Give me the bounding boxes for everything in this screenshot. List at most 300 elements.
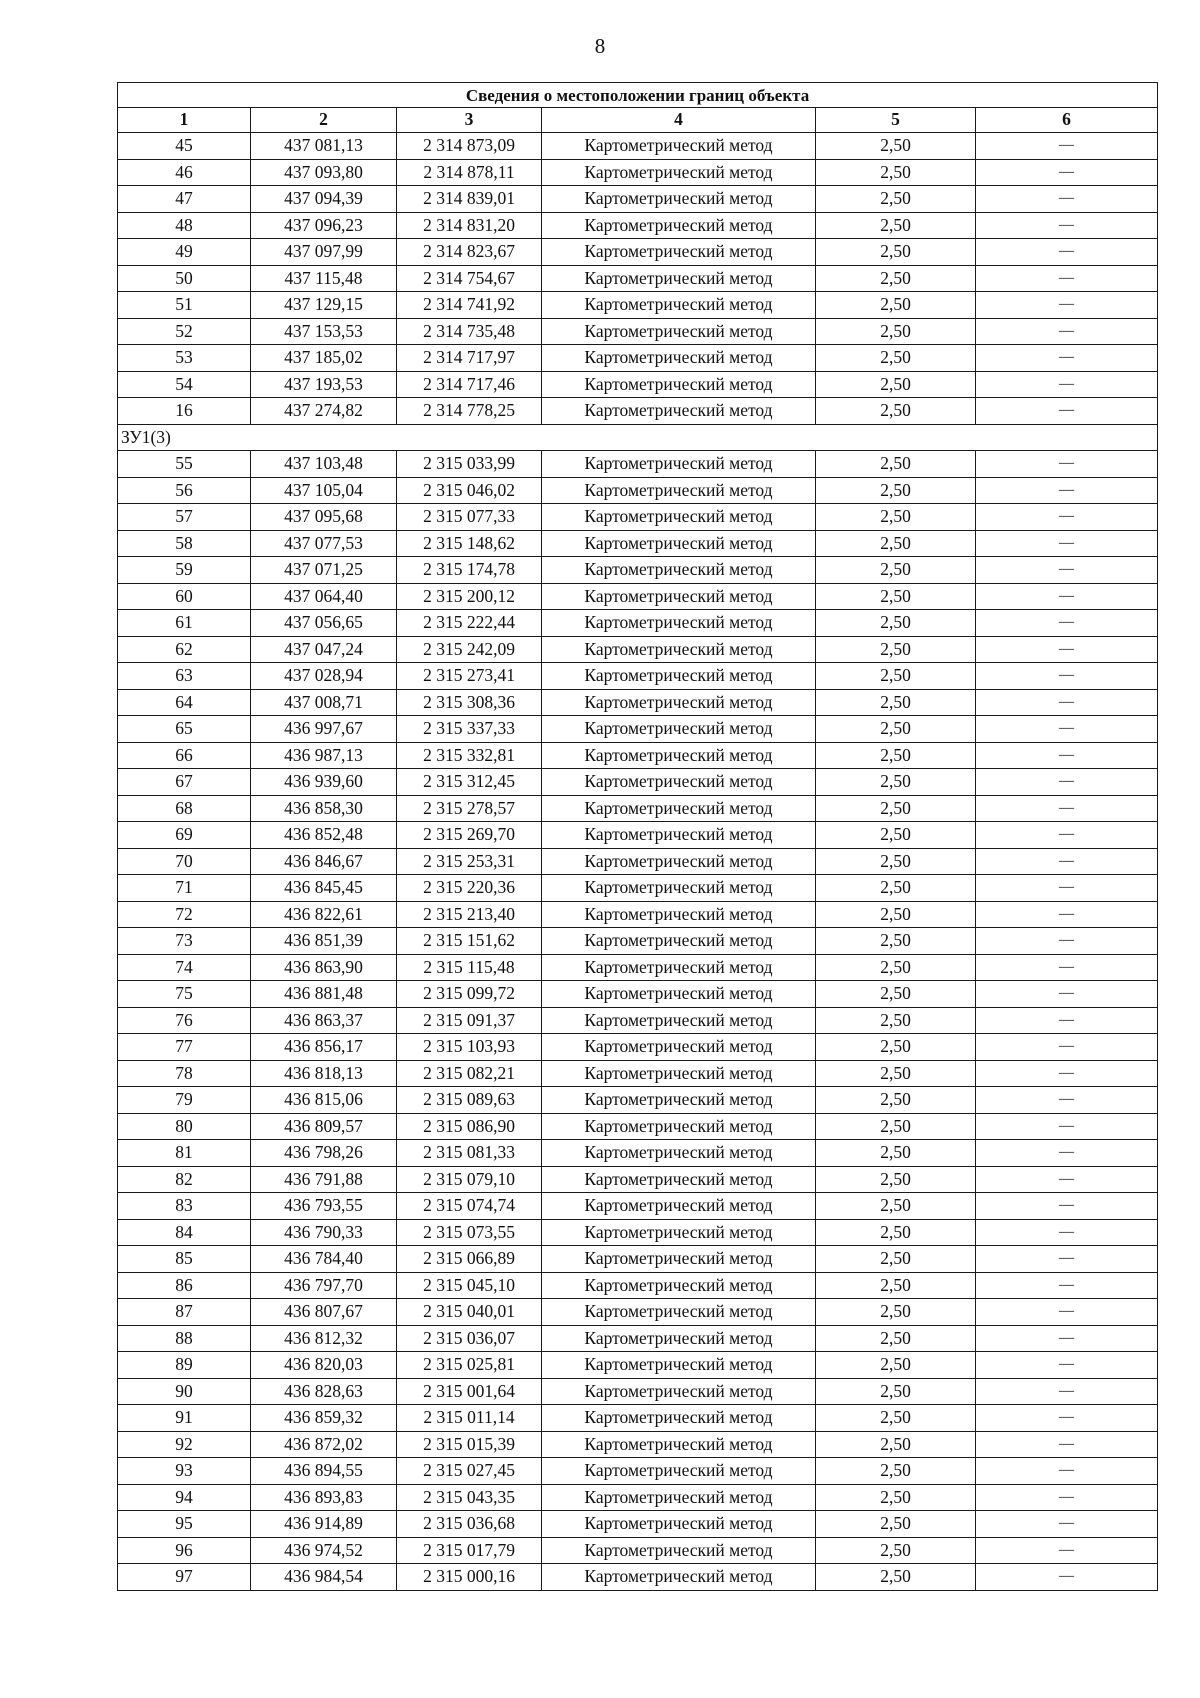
table-row bbox=[118, 742, 1158, 769]
x-coordinate-cell: 437 274,82 bbox=[251, 398, 397, 425]
y-coordinate-cell: 2 314 823,67 bbox=[397, 239, 542, 266]
x-coordinate-cell: 437 093,80 bbox=[251, 159, 397, 186]
description-cell: — bbox=[976, 265, 1158, 292]
y-coordinate-cell: 2 315 033,99 bbox=[397, 451, 542, 478]
x-coordinate-cell: 436 818,13 bbox=[251, 1060, 397, 1087]
y-coordinate-cell: 2 315 027,45 bbox=[397, 1458, 542, 1485]
description-cell: — bbox=[976, 1246, 1158, 1273]
method-cell: Картометрический метод bbox=[542, 1484, 816, 1511]
method-cell: Картометрический метод bbox=[542, 451, 816, 478]
description-cell: — bbox=[976, 848, 1158, 875]
point-number-cell: 80 bbox=[118, 1113, 251, 1140]
point-number-cell: 58 bbox=[118, 530, 251, 557]
accuracy-cell: 2,50 bbox=[816, 636, 976, 663]
accuracy-cell: 2,50 bbox=[816, 1299, 976, 1326]
column-number: 6 bbox=[976, 108, 1158, 133]
accuracy-cell: 2,50 bbox=[816, 981, 976, 1008]
method-cell: Картометрический метод bbox=[542, 716, 816, 743]
y-coordinate-cell: 2 315 079,10 bbox=[397, 1166, 542, 1193]
method-cell: Картометрический метод bbox=[542, 1511, 816, 1538]
y-coordinate-cell: 2 315 337,33 bbox=[397, 716, 542, 743]
method-cell: Картометрический метод bbox=[542, 769, 816, 796]
y-coordinate-cell: 2 315 081,33 bbox=[397, 1140, 542, 1167]
column-number: 1 bbox=[118, 108, 251, 133]
accuracy-cell: 2,50 bbox=[816, 610, 976, 637]
method-cell: Картометрический метод bbox=[542, 1299, 816, 1326]
y-coordinate-cell: 2 315 040,01 bbox=[397, 1299, 542, 1326]
accuracy-cell: 2,50 bbox=[816, 1405, 976, 1432]
accuracy-cell: 2,50 bbox=[816, 212, 976, 239]
description-cell: — bbox=[976, 1352, 1158, 1379]
point-number-cell: 83 bbox=[118, 1193, 251, 1220]
method-cell: Картометрический метод bbox=[542, 848, 816, 875]
y-coordinate-cell: 2 314 717,97 bbox=[397, 345, 542, 372]
accuracy-cell: 2,50 bbox=[816, 133, 976, 160]
description-cell: — bbox=[976, 716, 1158, 743]
description-cell: — bbox=[976, 1564, 1158, 1591]
description-cell: — bbox=[976, 769, 1158, 796]
description-cell: — bbox=[976, 610, 1158, 637]
y-coordinate-cell: 2 315 151,62 bbox=[397, 928, 542, 955]
x-coordinate-cell: 437 094,39 bbox=[251, 186, 397, 213]
description-cell: — bbox=[976, 1113, 1158, 1140]
y-coordinate-cell: 2 315 242,09 bbox=[397, 636, 542, 663]
point-number-cell: 78 bbox=[118, 1060, 251, 1087]
accuracy-cell: 2,50 bbox=[816, 1060, 976, 1087]
table-row bbox=[118, 1458, 1158, 1485]
table-row bbox=[118, 769, 1158, 796]
accuracy-cell: 2,50 bbox=[816, 1484, 976, 1511]
accuracy-cell: 2,50 bbox=[816, 292, 976, 319]
table-row bbox=[118, 716, 1158, 743]
accuracy-cell: 2,50 bbox=[816, 1140, 976, 1167]
x-coordinate-cell: 436 793,55 bbox=[251, 1193, 397, 1220]
table-row bbox=[118, 954, 1158, 981]
method-cell: Картометрический метод bbox=[542, 901, 816, 928]
table-row bbox=[118, 928, 1158, 955]
table-row bbox=[118, 1352, 1158, 1379]
table-row bbox=[118, 451, 1158, 478]
point-number-cell: 94 bbox=[118, 1484, 251, 1511]
y-coordinate-cell: 2 314 873,09 bbox=[397, 133, 542, 160]
method-cell: Картометрический метод bbox=[542, 1325, 816, 1352]
point-number-cell: 91 bbox=[118, 1405, 251, 1432]
accuracy-cell: 2,50 bbox=[816, 1007, 976, 1034]
method-cell: Картометрический метод bbox=[542, 345, 816, 372]
description-cell: — bbox=[976, 795, 1158, 822]
table-row bbox=[118, 133, 1158, 160]
method-cell: Картометрический метод bbox=[542, 1087, 816, 1114]
point-number-cell: 49 bbox=[118, 239, 251, 266]
point-number-cell: 48 bbox=[118, 212, 251, 239]
method-cell: Картометрический метод bbox=[542, 318, 816, 345]
table-row bbox=[118, 875, 1158, 902]
table-row bbox=[118, 1060, 1158, 1087]
method-cell: Картометрический метод bbox=[542, 212, 816, 239]
point-number-cell: 75 bbox=[118, 981, 251, 1008]
table-row bbox=[118, 1246, 1158, 1273]
table-row bbox=[118, 663, 1158, 690]
y-coordinate-cell: 2 315 174,78 bbox=[397, 557, 542, 584]
table-row bbox=[118, 345, 1158, 372]
y-coordinate-cell: 2 315 332,81 bbox=[397, 742, 542, 769]
description-cell: — bbox=[976, 451, 1158, 478]
y-coordinate-cell: 2 315 213,40 bbox=[397, 901, 542, 928]
description-cell: — bbox=[976, 1431, 1158, 1458]
accuracy-cell: 2,50 bbox=[816, 318, 976, 345]
x-coordinate-cell: 436 791,88 bbox=[251, 1166, 397, 1193]
accuracy-cell: 2,50 bbox=[816, 504, 976, 531]
table-row bbox=[118, 186, 1158, 213]
description-cell: — bbox=[976, 1272, 1158, 1299]
point-number-cell: 45 bbox=[118, 133, 251, 160]
point-number-cell: 82 bbox=[118, 1166, 251, 1193]
x-coordinate-cell: 436 914,89 bbox=[251, 1511, 397, 1538]
x-coordinate-cell: 437 071,25 bbox=[251, 557, 397, 584]
x-coordinate-cell: 437 185,02 bbox=[251, 345, 397, 372]
point-number-cell: 95 bbox=[118, 1511, 251, 1538]
method-cell: Картометрический метод bbox=[542, 239, 816, 266]
x-coordinate-cell: 436 820,03 bbox=[251, 1352, 397, 1379]
table-title: Сведения о местоположении границ объекта bbox=[118, 83, 1158, 108]
section-label: ЗУ1(3) bbox=[118, 424, 1158, 451]
table-row bbox=[118, 981, 1158, 1008]
method-cell: Картометрический метод bbox=[542, 1193, 816, 1220]
description-cell: — bbox=[976, 133, 1158, 160]
y-coordinate-cell: 2 315 066,89 bbox=[397, 1246, 542, 1273]
table-row bbox=[118, 1166, 1158, 1193]
accuracy-cell: 2,50 bbox=[816, 663, 976, 690]
point-number-cell: 88 bbox=[118, 1325, 251, 1352]
accuracy-cell: 2,50 bbox=[816, 583, 976, 610]
y-coordinate-cell: 2 315 220,36 bbox=[397, 875, 542, 902]
y-coordinate-cell: 2 315 043,35 bbox=[397, 1484, 542, 1511]
x-coordinate-cell: 437 028,94 bbox=[251, 663, 397, 690]
description-cell: — bbox=[976, 1484, 1158, 1511]
column-number: 4 bbox=[542, 108, 816, 133]
table-row bbox=[118, 1193, 1158, 1220]
accuracy-cell: 2,50 bbox=[816, 186, 976, 213]
y-coordinate-cell: 2 315 045,10 bbox=[397, 1272, 542, 1299]
y-coordinate-cell: 2 315 073,55 bbox=[397, 1219, 542, 1246]
point-number-cell: 81 bbox=[118, 1140, 251, 1167]
description-cell: — bbox=[976, 1458, 1158, 1485]
x-coordinate-cell: 436 974,52 bbox=[251, 1537, 397, 1564]
y-coordinate-cell: 2 314 878,11 bbox=[397, 159, 542, 186]
point-number-cell: 46 bbox=[118, 159, 251, 186]
x-coordinate-cell: 436 863,37 bbox=[251, 1007, 397, 1034]
accuracy-cell: 2,50 bbox=[816, 795, 976, 822]
point-number-cell: 61 bbox=[118, 610, 251, 637]
y-coordinate-cell: 2 315 036,68 bbox=[397, 1511, 542, 1538]
point-number-cell: 55 bbox=[118, 451, 251, 478]
accuracy-cell: 2,50 bbox=[816, 265, 976, 292]
y-coordinate-cell: 2 315 269,70 bbox=[397, 822, 542, 849]
y-coordinate-cell: 2 315 001,64 bbox=[397, 1378, 542, 1405]
description-cell: — bbox=[976, 345, 1158, 372]
table-row bbox=[118, 504, 1158, 531]
x-coordinate-cell: 436 997,67 bbox=[251, 716, 397, 743]
description-cell: — bbox=[976, 1060, 1158, 1087]
table-row bbox=[118, 212, 1158, 239]
accuracy-cell: 2,50 bbox=[816, 742, 976, 769]
method-cell: Картометрический метод bbox=[542, 159, 816, 186]
description-cell: — bbox=[976, 292, 1158, 319]
description-cell: — bbox=[976, 1405, 1158, 1432]
y-coordinate-cell: 2 315 200,12 bbox=[397, 583, 542, 610]
point-number-cell: 57 bbox=[118, 504, 251, 531]
method-cell: Картометрический метод bbox=[542, 1272, 816, 1299]
method-cell: Картометрический метод bbox=[542, 1113, 816, 1140]
y-coordinate-cell: 2 315 253,31 bbox=[397, 848, 542, 875]
accuracy-cell: 2,50 bbox=[816, 530, 976, 557]
accuracy-cell: 2,50 bbox=[816, 239, 976, 266]
x-coordinate-cell: 436 807,67 bbox=[251, 1299, 397, 1326]
y-coordinate-cell: 2 315 082,21 bbox=[397, 1060, 542, 1087]
y-coordinate-cell: 2 315 017,79 bbox=[397, 1537, 542, 1564]
method-cell: Картометрический метод bbox=[542, 981, 816, 1008]
accuracy-cell: 2,50 bbox=[816, 875, 976, 902]
point-number-cell: 93 bbox=[118, 1458, 251, 1485]
description-cell: — bbox=[976, 1007, 1158, 1034]
x-coordinate-cell: 436 798,26 bbox=[251, 1140, 397, 1167]
y-coordinate-cell: 2 315 278,57 bbox=[397, 795, 542, 822]
method-cell: Картометрический метод bbox=[542, 1564, 816, 1591]
y-coordinate-cell: 2 315 273,41 bbox=[397, 663, 542, 690]
point-number-cell: 16 bbox=[118, 398, 251, 425]
description-cell: — bbox=[976, 928, 1158, 955]
method-cell: Картометрический метод bbox=[542, 1166, 816, 1193]
method-cell: Картометрический метод bbox=[542, 1034, 816, 1061]
table-row bbox=[118, 1219, 1158, 1246]
accuracy-cell: 2,50 bbox=[816, 1087, 976, 1114]
description-cell: — bbox=[976, 1140, 1158, 1167]
point-number-cell: 76 bbox=[118, 1007, 251, 1034]
description-cell: — bbox=[976, 636, 1158, 663]
description-cell: — bbox=[976, 186, 1158, 213]
x-coordinate-cell: 437 115,48 bbox=[251, 265, 397, 292]
table-row bbox=[118, 292, 1158, 319]
y-coordinate-cell: 2 315 025,81 bbox=[397, 1352, 542, 1379]
point-number-cell: 52 bbox=[118, 318, 251, 345]
table-row bbox=[118, 1113, 1158, 1140]
table-row bbox=[118, 901, 1158, 928]
method-cell: Картометрический метод bbox=[542, 265, 816, 292]
accuracy-cell: 2,50 bbox=[816, 1272, 976, 1299]
accuracy-cell: 2,50 bbox=[816, 928, 976, 955]
x-coordinate-cell: 436 987,13 bbox=[251, 742, 397, 769]
method-cell: Картометрический метод bbox=[542, 1246, 816, 1273]
point-number-cell: 54 bbox=[118, 371, 251, 398]
x-coordinate-cell: 437 105,04 bbox=[251, 477, 397, 504]
accuracy-cell: 2,50 bbox=[816, 822, 976, 849]
table-row bbox=[118, 1007, 1158, 1034]
method-cell: Картометрический метод bbox=[542, 875, 816, 902]
point-number-cell: 65 bbox=[118, 716, 251, 743]
y-coordinate-cell: 2 315 089,63 bbox=[397, 1087, 542, 1114]
x-coordinate-cell: 437 064,40 bbox=[251, 583, 397, 610]
description-cell: — bbox=[976, 1166, 1158, 1193]
x-coordinate-cell: 436 881,48 bbox=[251, 981, 397, 1008]
method-cell: Картометрический метод bbox=[542, 742, 816, 769]
y-coordinate-cell: 2 315 046,02 bbox=[397, 477, 542, 504]
accuracy-cell: 2,50 bbox=[816, 371, 976, 398]
description-cell: — bbox=[976, 875, 1158, 902]
x-coordinate-cell: 437 097,99 bbox=[251, 239, 397, 266]
method-cell: Картометрический метод bbox=[542, 1458, 816, 1485]
method-cell: Картометрический метод bbox=[542, 1219, 816, 1246]
method-cell: Картометрический метод bbox=[542, 1140, 816, 1167]
description-cell: — bbox=[976, 822, 1158, 849]
y-coordinate-cell: 2 315 011,14 bbox=[397, 1405, 542, 1432]
description-cell: — bbox=[976, 689, 1158, 716]
description-cell: — bbox=[976, 318, 1158, 345]
x-coordinate-cell: 437 095,68 bbox=[251, 504, 397, 531]
description-cell: — bbox=[976, 1219, 1158, 1246]
table-row bbox=[118, 530, 1158, 557]
y-coordinate-cell: 2 315 077,33 bbox=[397, 504, 542, 531]
accuracy-cell: 2,50 bbox=[816, 1431, 976, 1458]
point-number-cell: 66 bbox=[118, 742, 251, 769]
x-coordinate-cell: 436 852,48 bbox=[251, 822, 397, 849]
accuracy-cell: 2,50 bbox=[816, 1034, 976, 1061]
description-cell: — bbox=[976, 1087, 1158, 1114]
method-cell: Картометрический метод bbox=[542, 689, 816, 716]
y-coordinate-cell: 2 314 741,92 bbox=[397, 292, 542, 319]
page-number: 8 bbox=[594, 34, 606, 58]
x-coordinate-cell: 437 153,53 bbox=[251, 318, 397, 345]
accuracy-cell: 2,50 bbox=[816, 557, 976, 584]
method-cell: Картометрический метод bbox=[542, 477, 816, 504]
accuracy-cell: 2,50 bbox=[816, 1113, 976, 1140]
y-coordinate-cell: 2 314 735,48 bbox=[397, 318, 542, 345]
table-row bbox=[118, 1378, 1158, 1405]
point-number-cell: 53 bbox=[118, 345, 251, 372]
point-number-cell: 72 bbox=[118, 901, 251, 928]
point-number-cell: 67 bbox=[118, 769, 251, 796]
y-coordinate-cell: 2 315 308,36 bbox=[397, 689, 542, 716]
column-number: 3 bbox=[397, 108, 542, 133]
point-number-cell: 69 bbox=[118, 822, 251, 849]
x-coordinate-cell: 436 822,61 bbox=[251, 901, 397, 928]
y-coordinate-cell: 2 315 036,07 bbox=[397, 1325, 542, 1352]
description-cell: — bbox=[976, 239, 1158, 266]
table-row bbox=[118, 265, 1158, 292]
description-cell: — bbox=[976, 1537, 1158, 1564]
point-number-cell: 77 bbox=[118, 1034, 251, 1061]
x-coordinate-cell: 436 893,83 bbox=[251, 1484, 397, 1511]
accuracy-cell: 2,50 bbox=[816, 1537, 976, 1564]
point-number-cell: 60 bbox=[118, 583, 251, 610]
accuracy-cell: 2,50 bbox=[816, 398, 976, 425]
table-row bbox=[118, 239, 1158, 266]
description-cell: — bbox=[976, 1511, 1158, 1538]
table-row bbox=[118, 398, 1158, 425]
method-cell: Картометрический метод bbox=[542, 822, 816, 849]
method-cell: Картометрический метод bbox=[542, 1405, 816, 1432]
table-row bbox=[118, 1537, 1158, 1564]
x-coordinate-cell: 436 812,32 bbox=[251, 1325, 397, 1352]
accuracy-cell: 2,50 bbox=[816, 901, 976, 928]
method-cell: Картометрический метод bbox=[542, 1431, 816, 1458]
table-body bbox=[118, 83, 1158, 1591]
method-cell: Картометрический метод bbox=[542, 610, 816, 637]
x-coordinate-cell: 437 008,71 bbox=[251, 689, 397, 716]
method-cell: Картометрический метод bbox=[542, 557, 816, 584]
y-coordinate-cell: 2 315 099,72 bbox=[397, 981, 542, 1008]
point-number-cell: 63 bbox=[118, 663, 251, 690]
x-coordinate-cell: 436 856,17 bbox=[251, 1034, 397, 1061]
description-cell: — bbox=[976, 1034, 1158, 1061]
x-coordinate-cell: 436 809,57 bbox=[251, 1113, 397, 1140]
description-cell: — bbox=[976, 557, 1158, 584]
method-cell: Картометрический метод bbox=[542, 954, 816, 981]
table-row bbox=[118, 159, 1158, 186]
table-row bbox=[118, 318, 1158, 345]
y-coordinate-cell: 2 314 839,01 bbox=[397, 186, 542, 213]
accuracy-cell: 2,50 bbox=[816, 954, 976, 981]
description-cell: — bbox=[976, 954, 1158, 981]
accuracy-cell: 2,50 bbox=[816, 1564, 976, 1591]
column-number-row bbox=[118, 108, 1158, 133]
table-row bbox=[118, 1564, 1158, 1591]
accuracy-cell: 2,50 bbox=[816, 451, 976, 478]
table-row bbox=[118, 1405, 1158, 1432]
table-row bbox=[118, 1325, 1158, 1352]
table-row bbox=[118, 1034, 1158, 1061]
accuracy-cell: 2,50 bbox=[816, 1458, 976, 1485]
point-number-cell: 50 bbox=[118, 265, 251, 292]
description-cell: — bbox=[976, 1299, 1158, 1326]
column-number: 5 bbox=[816, 108, 976, 133]
point-number-cell: 56 bbox=[118, 477, 251, 504]
method-cell: Картометрический метод bbox=[542, 1352, 816, 1379]
x-coordinate-cell: 437 056,65 bbox=[251, 610, 397, 637]
accuracy-cell: 2,50 bbox=[816, 848, 976, 875]
method-cell: Картометрический метод bbox=[542, 133, 816, 160]
accuracy-cell: 2,50 bbox=[816, 769, 976, 796]
y-coordinate-cell: 2 315 086,90 bbox=[397, 1113, 542, 1140]
table-row bbox=[118, 848, 1158, 875]
description-cell: — bbox=[976, 1325, 1158, 1352]
method-cell: Картометрический метод bbox=[542, 928, 816, 955]
accuracy-cell: 2,50 bbox=[816, 345, 976, 372]
method-cell: Картометрический метод bbox=[542, 530, 816, 557]
description-cell: — bbox=[976, 742, 1158, 769]
method-cell: Картометрический метод bbox=[542, 795, 816, 822]
description-cell: — bbox=[976, 663, 1158, 690]
point-number-cell: 86 bbox=[118, 1272, 251, 1299]
boundary-coordinates-table bbox=[117, 82, 1158, 1591]
method-cell: Картометрический метод bbox=[542, 186, 816, 213]
x-coordinate-cell: 436 859,32 bbox=[251, 1405, 397, 1432]
y-coordinate-cell: 2 315 148,62 bbox=[397, 530, 542, 557]
y-coordinate-cell: 2 315 312,45 bbox=[397, 769, 542, 796]
point-number-cell: 92 bbox=[118, 1431, 251, 1458]
y-coordinate-cell: 2 315 015,39 bbox=[397, 1431, 542, 1458]
method-cell: Картометрический метод bbox=[542, 398, 816, 425]
point-number-cell: 59 bbox=[118, 557, 251, 584]
point-number-cell: 71 bbox=[118, 875, 251, 902]
table-row bbox=[118, 1272, 1158, 1299]
section-row bbox=[118, 424, 1158, 451]
table-row bbox=[118, 1511, 1158, 1538]
x-coordinate-cell: 436 872,02 bbox=[251, 1431, 397, 1458]
table-row bbox=[118, 371, 1158, 398]
point-number-cell: 96 bbox=[118, 1537, 251, 1564]
point-number-cell: 85 bbox=[118, 1246, 251, 1273]
table-row bbox=[118, 1087, 1158, 1114]
